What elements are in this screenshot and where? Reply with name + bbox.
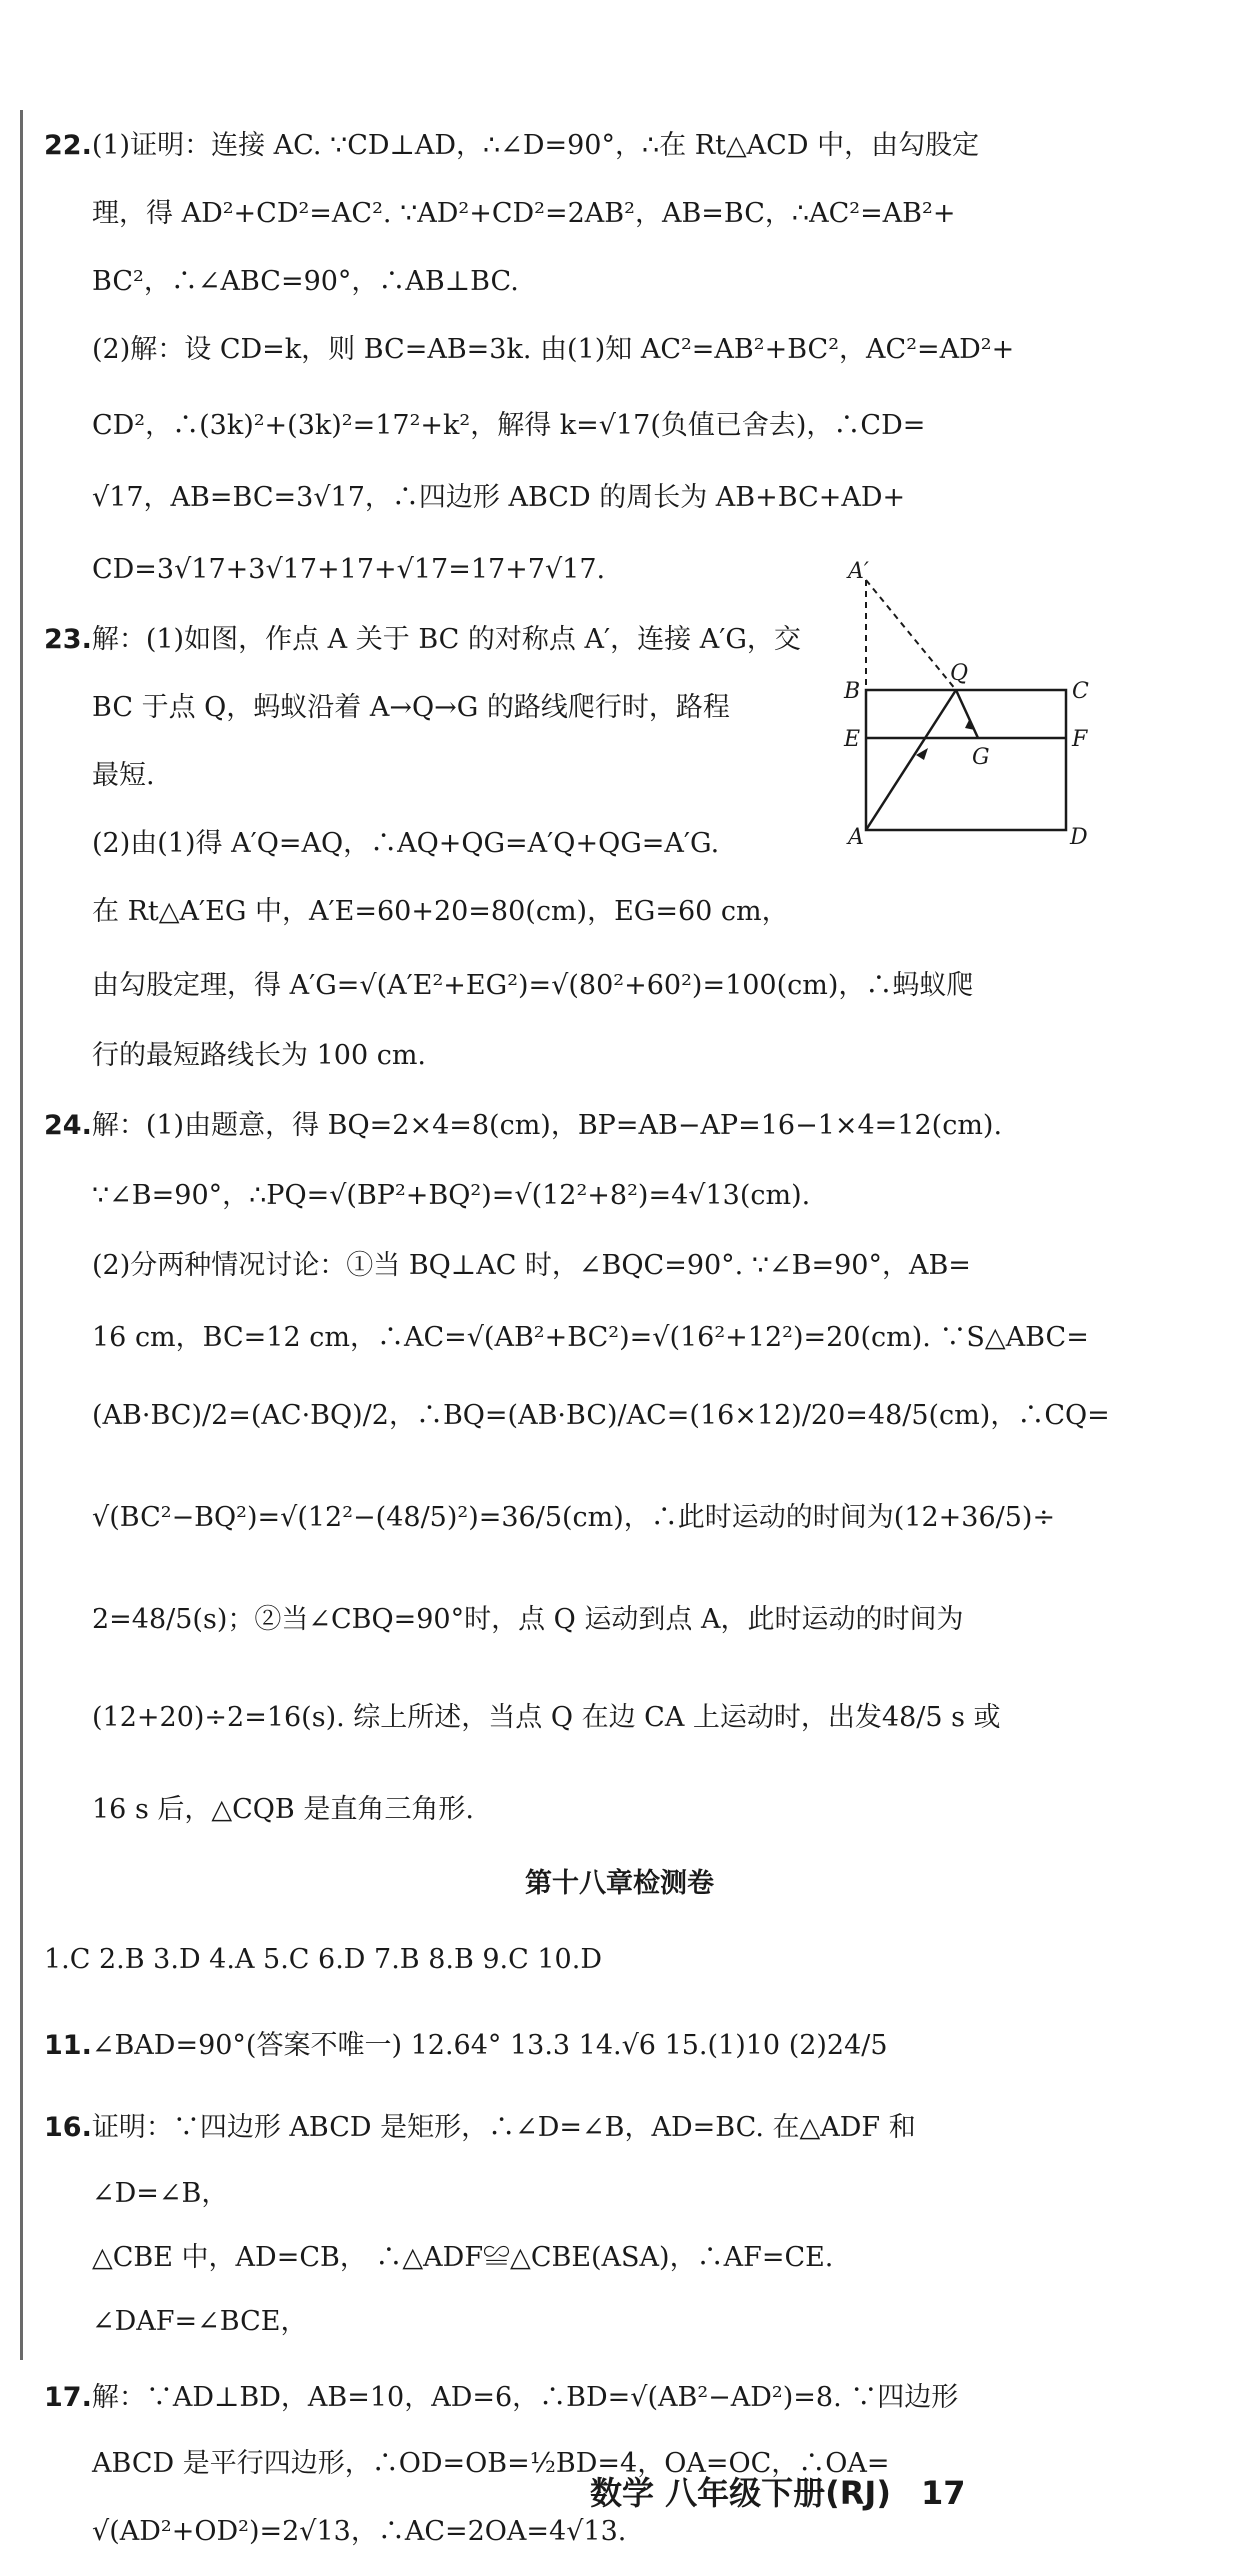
label-f: F bbox=[1072, 727, 1088, 752]
text-line bbox=[92, 408, 925, 444]
text-line bbox=[44, 2028, 888, 2064]
line-text: (1)证明：连接 AC. ∵CD⊥AD，∴∠D=90°，∴在 Rt△ACD 中，由勾股定 bbox=[91, 130, 980, 161]
question-number: 22. bbox=[44, 130, 92, 161]
line-text: 解：(1)如图，作点 A 关于 BC 的对称点 A′，连接 A′G，交 bbox=[91, 624, 801, 655]
text-line bbox=[92, 2176, 228, 2212]
label-e: E bbox=[844, 727, 861, 752]
line-text: 解：∵AD⊥BD，AB=10，AD=6，∴BD=√(AB²−AD²)=8. ∵四边形 bbox=[91, 2382, 959, 2413]
text-line bbox=[44, 2380, 958, 2416]
label-a-prime: A′ bbox=[848, 559, 869, 584]
page-footer bbox=[590, 2468, 965, 2514]
line-text: △CBE 中，AD=CB， ∴△ADF≌△CBE(ASA)，∴AF=CE. bbox=[92, 2242, 834, 2273]
line-text: CD=3√17+3√17+17+√17=17+7√17. bbox=[92, 554, 606, 585]
label-a: A bbox=[848, 825, 864, 850]
text-line bbox=[92, 2304, 307, 2340]
line-text: BC²，∴∠ABC=90°，∴AB⊥BC. bbox=[92, 266, 519, 297]
line-text: (2)解：设 CD=k，则 BC=AB=3k. 由(1)知 AC²=AB²+BC²，AC²=AD²+ bbox=[92, 334, 1015, 365]
text-line bbox=[44, 1108, 1002, 1144]
line-text: (2)分两种情况讨论：①当 BQ⊥AC 时，∠BQC=90°. ∵∠B=90°，AB= bbox=[92, 1250, 971, 1281]
dashed-line-a-prime-q bbox=[866, 580, 956, 690]
text-line bbox=[92, 690, 730, 726]
line-text: 在 Rt△A′EG 中，A′E=60+20=80(cm)，EG=60 cm， bbox=[92, 896, 789, 927]
question-number: 16. bbox=[44, 2112, 92, 2143]
text-line bbox=[92, 1320, 1089, 1356]
path-q-g bbox=[956, 690, 978, 738]
line-text: ∵∠B=90°，∴PQ=√(BP²+BQ²)=√(12²+8²)=4√13(cm). bbox=[92, 1180, 811, 1211]
text-line bbox=[44, 2110, 916, 2146]
text-line bbox=[92, 968, 973, 1004]
text-line bbox=[92, 1398, 1110, 1434]
text-line bbox=[92, 1038, 426, 1074]
ant-path-figure bbox=[846, 560, 1106, 860]
label-b: B bbox=[844, 679, 861, 704]
question-number: 23. bbox=[44, 624, 92, 655]
line-text: 16 cm，BC=12 cm，∴AC=√(AB²+BC²)=√(16²+12²)=20(cm). ∵S△ABC= bbox=[92, 1322, 1089, 1353]
section-title: 第十八章检测卷 bbox=[525, 1868, 714, 1899]
line-text: 由勾股定理，得 A′G=√(A′E²+EG²)=√(80²+60²)=100(cm)，∴蚂蚁爬 bbox=[92, 970, 974, 1001]
text-line bbox=[92, 480, 905, 516]
line-text: (2)由(1)得 A′Q=AQ，∴AQ+QG=A′Q+QG=A′G. bbox=[92, 828, 720, 859]
page-number: 17 bbox=[920, 2474, 966, 2512]
left-margin-rule bbox=[20, 110, 23, 2360]
question-number: 24. bbox=[44, 1110, 92, 1141]
question-number: 17. bbox=[44, 2382, 92, 2413]
question-number: 11. bbox=[44, 2030, 92, 2061]
line-text: ∠DAF=∠BCE， bbox=[92, 2306, 308, 2337]
text-line bbox=[92, 1700, 1001, 1736]
line-text: 解：(1)由题意，得 BQ=2×4=8(cm)，BP=AB−AP=16−1×4=12(cm). bbox=[91, 1110, 1003, 1141]
text-line bbox=[92, 1178, 810, 1214]
text-line bbox=[92, 1500, 1055, 1536]
line-text: ∠D=∠B， bbox=[92, 2178, 229, 2209]
text-line bbox=[44, 128, 979, 164]
line-text: ABCD 是平行四边形，∴OD=OB=½BD=4，OA=OC，∴OA= bbox=[92, 2448, 890, 2479]
line-text: 行的最短路线长为 100 cm. bbox=[92, 1040, 427, 1071]
line-text: (AB·BC)/2=(AC·BQ)/2，∴BQ=(AB·BC)/AC=(16×12)/20=48/5(cm)，∴CQ= bbox=[92, 1400, 1110, 1431]
label-c: C bbox=[1072, 679, 1089, 704]
text-line bbox=[92, 2514, 626, 2550]
text-line bbox=[92, 894, 789, 930]
label-d: D bbox=[1070, 825, 1088, 850]
text-line bbox=[92, 1248, 971, 1284]
line-text: 证明：∵四边形 ABCD 是矩形，∴∠D=∠B，AD=BC. 在△ADF 和 bbox=[91, 2112, 916, 2143]
text-line bbox=[92, 264, 519, 300]
line-text: CD²，∴(3k)²+(3k)²=17²+k²，解得 k=√17(负值已舍去)，∴CD= bbox=[92, 410, 926, 441]
line-text: ∠BAD=90°(答案不唯一) 12.64° 13.3 14.√6 15.(1)10 (2)24/5 bbox=[91, 2030, 888, 2061]
text-line bbox=[92, 2240, 833, 2276]
text-line bbox=[92, 826, 719, 862]
text-line bbox=[92, 552, 605, 588]
path-a-q bbox=[866, 690, 956, 830]
text-line bbox=[92, 196, 955, 232]
line-text: √17，AB=BC=3√17，∴四边形 ABCD 的周长为 AB+BC+AD+ bbox=[92, 482, 906, 513]
line-text: 2=48/5(s)；②当∠CBQ=90°时，点 Q 运动到点 A，此时运动的时间为 bbox=[92, 1604, 964, 1635]
line-text: √(BC²−BQ²)=√(12²−(48/5)²)=36/5(cm)，∴此时运动的时间为(12+36/5)÷ bbox=[92, 1502, 1056, 1533]
line-text: 16 s 后，△CQB 是直角三角形. bbox=[92, 1794, 474, 1825]
line-text: 1.C 2.B 3.D 4.A 5.C 6.D 7.B 8.B 9.C 10.D bbox=[44, 1944, 602, 1975]
text-line bbox=[92, 1602, 963, 1638]
label-q: Q bbox=[950, 661, 969, 686]
text-line bbox=[44, 1942, 602, 1978]
line-text: BC 于点 Q，蚂蚁沿着 A→Q→G 的路线爬行时，路程 bbox=[92, 692, 730, 723]
line-text: (12+20)÷2=16(s). 综上所述，当点 Q 在边 CA 上运动时，出发48/5 s 或 bbox=[92, 1702, 1001, 1733]
text-line bbox=[92, 758, 155, 794]
text-line bbox=[44, 622, 801, 658]
footer-subject: 数学 八年级下册(RJ) bbox=[590, 2474, 891, 2512]
line-text: 最短. bbox=[92, 760, 155, 791]
line-text: 理，得 AD²+CD²=AC². ∵AD²+CD²=2AB²，AB=BC，∴AC²=AB²+ bbox=[92, 198, 956, 229]
line-text: √(AD²+OD²)=2√13，∴AC=2OA=4√13. bbox=[92, 2516, 627, 2547]
text-line bbox=[92, 332, 1014, 368]
label-g: G bbox=[972, 745, 990, 770]
text-line bbox=[92, 1792, 474, 1828]
